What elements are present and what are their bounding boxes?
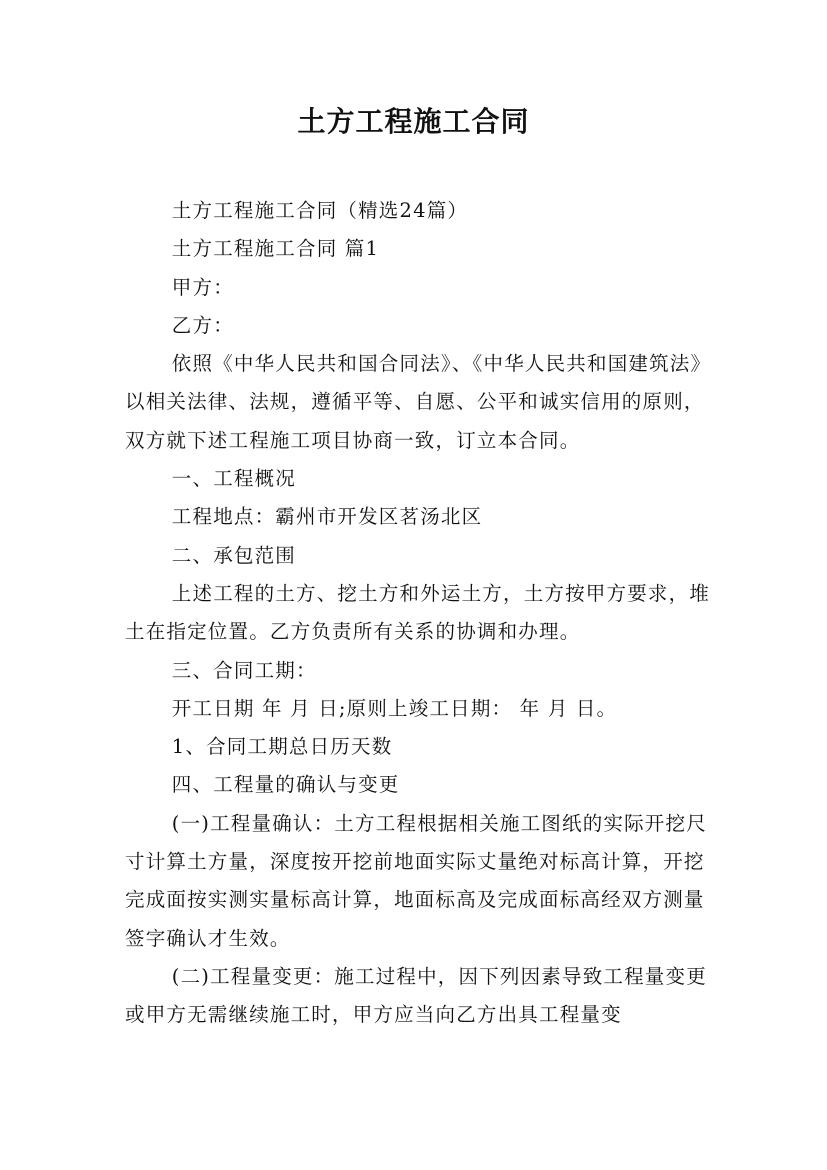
- paragraph: 甲方：: [171, 275, 234, 299]
- paragraph: 工程地点：霸州市开发区茗汤北区: [171, 505, 483, 529]
- paragraph: 一、工程概况: [171, 467, 296, 491]
- paragraph: 三、合同工期：: [171, 658, 317, 682]
- paragraph: 1、合同工期总日历天数: [171, 735, 393, 759]
- paragraph: 乙方：: [171, 313, 234, 337]
- document-title: 土方工程施工合同: [297, 105, 530, 138]
- paragraph: (一)工程量确认：土方工程根据相关施工图纸的实际开挖尺寸计算土方量，深度按开挖前地面实际丈量绝对标高计算，开挖完成面按实测实量标高计算，地面标高及完成面标高经双方测量签字确认才生效。: [125, 811, 707, 950]
- paragraph: 上述工程的土方、挖土方和外运土方，土方按甲方要求，堆土在指定位置。乙方负责所有关系的协调和办理。: [125, 581, 710, 644]
- paragraph: 土方工程施工合同 篇1: [171, 237, 380, 261]
- paragraph: 开工日期 年 月 日;原则上竣工日期： 年 月 日。: [171, 696, 618, 720]
- paragraph: 依照《中华人民共和国合同法》、《中华人民共和国建筑法》以相关法律、法规，遵循平等、自愿、公平和诚实信用的原则，双方就下述工程施工项目协商一致，订立本合同。: [125, 352, 712, 452]
- paragraph: 二、承包范围: [171, 543, 296, 567]
- paragraph: (二)工程量变更：施工过程中，因下列因素导致工程量变更或甲方无需继续施工时，甲方应当向乙方出具工程量变: [125, 964, 707, 1027]
- paragraph: 土方工程施工合同（精选24篇）: [171, 199, 469, 222]
- paragraph: 四、工程量的确认与变更: [171, 773, 400, 797]
- document-body: [125, 192, 715, 1035]
